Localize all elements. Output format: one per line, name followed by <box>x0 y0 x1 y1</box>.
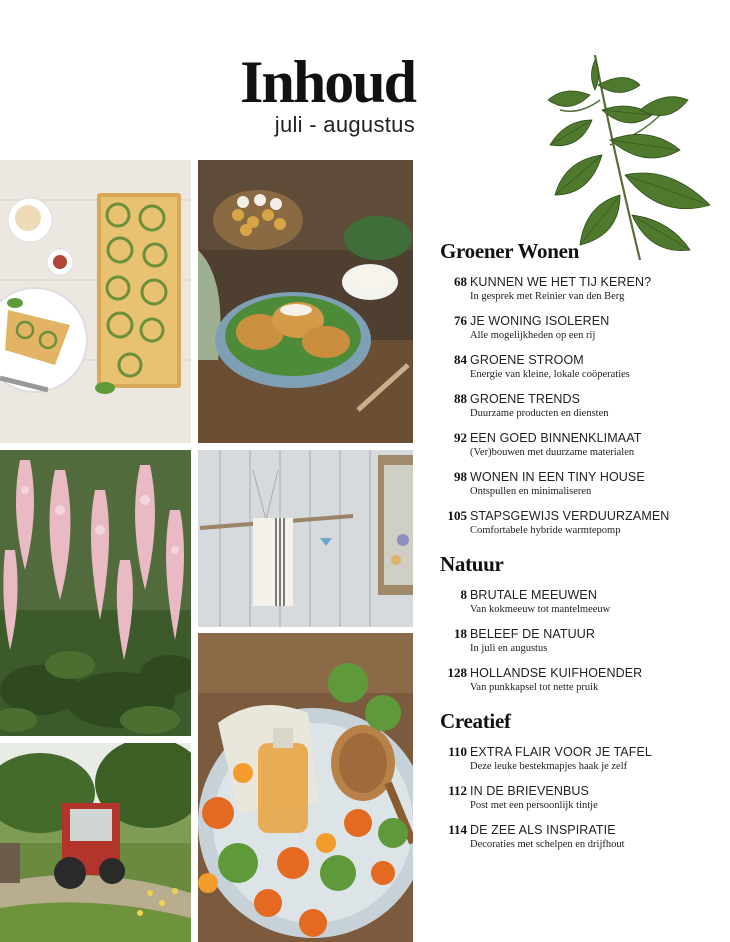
toc-entry[interactable] <box>440 744 725 773</box>
entry-heading: DE ZEE ALS INSPIRATIE <box>470 823 616 837</box>
entry-subheading: (Ver)bouwen met duurzame materialen <box>470 447 635 458</box>
entry-heading: EXTRA FLAIR VOOR JE TAFEL <box>470 745 652 759</box>
page-number: 112 <box>448 783 467 798</box>
entry-heading: IN DE BRIEVENBUS <box>470 784 589 798</box>
section-natuur <box>440 551 725 694</box>
section-title: Natuur <box>440 552 504 576</box>
toc-entry[interactable] <box>440 822 725 851</box>
nettle-illustration <box>540 55 720 265</box>
page-number: 110 <box>448 744 467 759</box>
entry-heading: STAPSGEWIJS VERDUURZAMEN <box>470 509 670 523</box>
page-number: 18 <box>454 626 467 641</box>
entry-heading: KUNNEN WE HET TIJ KEREN? <box>470 275 652 289</box>
entry-subheading: Deze leuke bestekmapjes haak je zelf <box>470 761 628 772</box>
page-title: Inhoud <box>240 49 415 115</box>
entry-heading: HOLLANDSE KUIFHOENDER <box>470 666 643 680</box>
toc-entry[interactable] <box>440 352 725 381</box>
section-title: Creatief <box>440 709 511 733</box>
photo-pink-astilbe <box>0 450 191 736</box>
toc-entry[interactable] <box>440 508 725 537</box>
entry-subheading: In juli en augustus <box>470 643 548 654</box>
entry-heading: WONEN IN EEN TINY HOUSE <box>470 470 645 484</box>
entry-subheading: Duurzame producten en diensten <box>470 408 609 419</box>
entry-subheading: Van punkkapsel tot nette pruik <box>470 682 599 693</box>
page-number: 98 <box>454 469 467 484</box>
entry-subheading: Post met een persoonlijk tintje <box>470 800 598 811</box>
toc-entry[interactable] <box>440 430 725 459</box>
photo-nasturtium-basket <box>198 633 413 942</box>
photo-towel-wall <box>198 450 413 627</box>
page-number: 92 <box>454 430 467 445</box>
entry-subheading: In gesprek met Reinier van den Berg <box>470 291 625 302</box>
page-subtitle: juli - augustus <box>274 112 415 137</box>
page-number: 8 <box>460 587 467 602</box>
entry-heading: EEN GOED BINNENKLIMAAT <box>470 431 642 445</box>
toc-entry[interactable] <box>440 783 725 812</box>
section-groener-wonen <box>440 238 725 537</box>
page-number: 88 <box>454 391 467 406</box>
entry-subheading: Ontspullen en minimaliseren <box>470 486 592 497</box>
table-of-contents <box>440 238 725 851</box>
photo-tractor-lane <box>0 743 191 942</box>
photo-zucchini-tart <box>0 160 191 443</box>
page-number: 68 <box>454 274 467 289</box>
toc-entry[interactable] <box>440 274 725 303</box>
entry-heading: JE WONING ISOLEREN <box>470 314 610 328</box>
entry-heading: GROENE STROOM <box>470 353 584 367</box>
entry-heading: GROENE TRENDS <box>470 392 581 406</box>
page-number: 105 <box>447 508 467 523</box>
entry-subheading: Alle mogelijkheden op een rij <box>470 330 596 341</box>
page-number: 76 <box>454 313 467 328</box>
page-number: 84 <box>454 352 467 367</box>
toc-entry[interactable] <box>440 626 725 655</box>
entry-heading: BELEEF DE NATUUR <box>470 627 596 641</box>
entry-subheading: Energie van kleine, lokale coöperaties <box>470 369 630 380</box>
page-number: 128 <box>447 665 467 680</box>
section-creatief <box>440 708 725 851</box>
page-number: 114 <box>448 822 467 837</box>
entry-subheading: Van kokmeeuw tot mantelmeeuw <box>470 604 611 615</box>
entry-heading: BRUTALE MEEUWEN <box>470 588 597 602</box>
toc-entry[interactable] <box>440 587 725 616</box>
title-block <box>200 49 415 138</box>
section-title: Groener Wonen <box>440 239 580 263</box>
entry-subheading: Decoraties met schelpen en drijfhout <box>470 839 625 850</box>
toc-entry[interactable] <box>440 313 725 342</box>
entry-subheading: Comfortabele hybride warmtepomp <box>470 525 621 536</box>
photo-zucchini-fritters <box>198 160 413 443</box>
toc-entry[interactable] <box>440 665 725 694</box>
toc-entry[interactable] <box>440 391 725 420</box>
toc-entry[interactable] <box>440 469 725 498</box>
